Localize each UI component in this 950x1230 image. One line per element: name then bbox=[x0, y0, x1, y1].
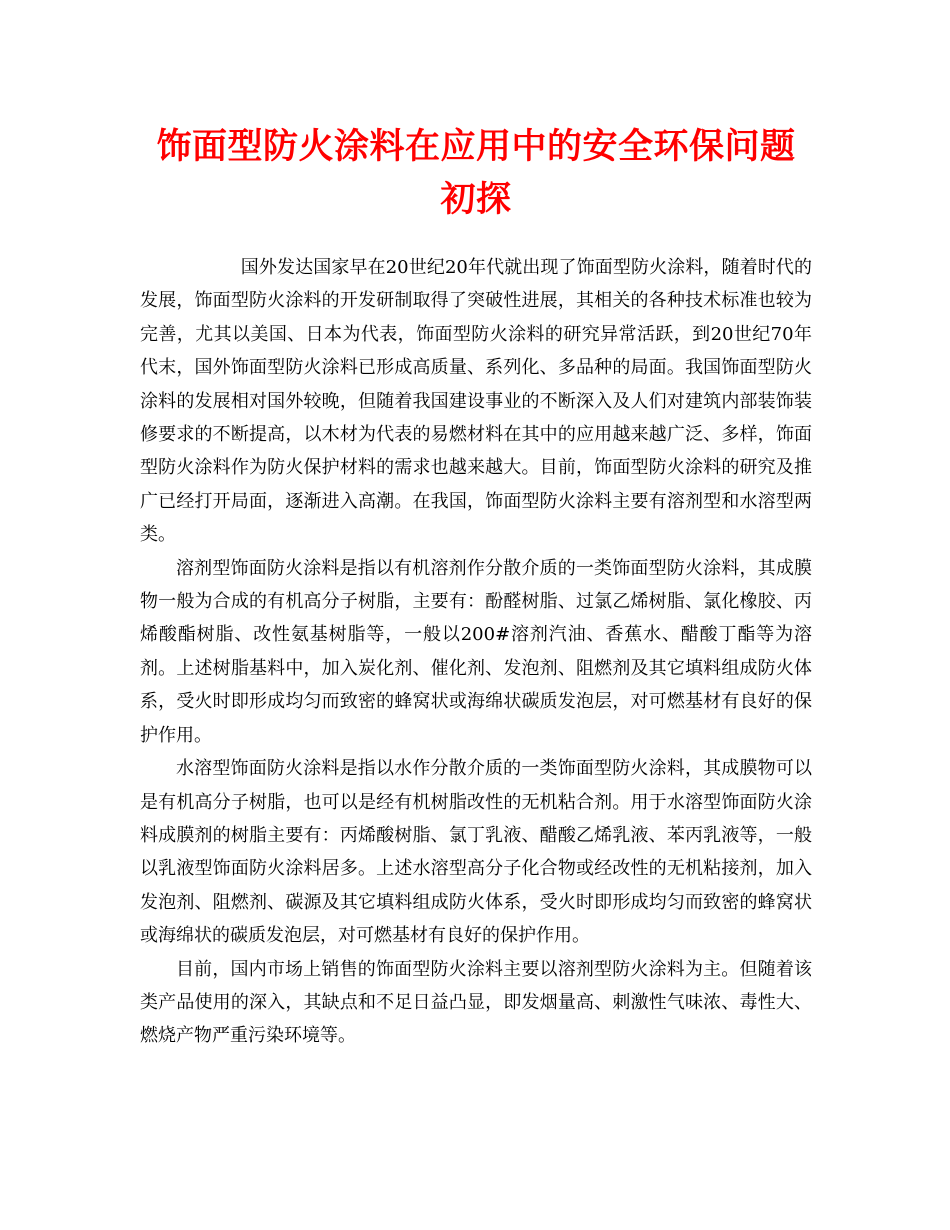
document-title: 饰面型防火涂料在应用中的安全环保问题初探 bbox=[156, 126, 796, 220]
paragraph-current-market: 目前，国内市场上销售的饰面型防火涂料主要以溶剂型防火涂料为主。但随着该类产品使用的深入，其缺点和不足日益凸显，即发烟量高、刺激性气味浓、毒性大、燃烧产物严重污染环境等。 bbox=[140, 958, 812, 1047]
paragraph-solvent-type: 溶剂型饰面防火涂料是指以有机溶剂作分散介质的一类饰面型防火涂料，其成膜物一般为合成的有机高分子树脂，主要有：酚醛树脂、过氯乙烯树脂、氯化橡胶、丙烯酸酯树脂、改性氨基树脂等，一般以200#溶剂汽油、香蕉水、醋酸丁酯等为溶剂。上述树脂基料中，加入炭化剂、催化剂、发泡剂、阻燃剂及其它填料组成防火体系，受火时即形成均匀而致密的蜂窝状或海绵状碳质发泡层，对可燃基材有良好的保护作用。 bbox=[140, 557, 812, 746]
paragraph-intro: 国外发达国家早在20世纪20年代就出现了饰面型防火涂料，随着时代的发展，饰面型防火涂料的开发研制取得了突破性进展，其相关的各种技术标准也较为完善，尤其以美国、日本为代表，饰面型防火涂料的研究异常活跃，到20世纪70年代末，国外饰面型防火涂料已形成高质量、系列化、多品种的局面。我国饰面型防火涂料的发展相对国外较晚，但随着我国建设事业的不断深入及人们对建筑内部装饰装修要求的不断提高，以木材为代表的易燃材料在其中的应用越来越广泛、多样，饰面型防火涂料作为防火保护材料的需求也越来越大。目前，饰面型防火涂料的研究及推广已经打开局面，逐渐进入高潮。在我国，饰面型防火涂料主要有溶剂型和水溶型两类。 bbox=[140, 257, 812, 546]
document-body bbox=[140, 251, 812, 1053]
paragraph-water-type: 水溶型饰面防火涂料是指以水作分散介质的一类饰面型防火涂料，其成膜物可以是有机高分子树脂，也可以是经有机树脂改性的无机粘合剂。用于水溶型饰面防火涂料成膜剂的树脂主要有：丙烯酸树脂、氯丁乳液、醋酸乙烯乳液、苯丙乳液等，一般以乳液型饰面防火涂料居多。上述水溶型高分子化合物或经改性的无机粘接剂，加入发泡剂、阻燃剂、碳源及其它填料组成防火体系，受火时即形成均匀而致密的蜂窝状或海绵状的碳质发泡层，对可燃基材有良好的保护作用。 bbox=[140, 758, 812, 947]
